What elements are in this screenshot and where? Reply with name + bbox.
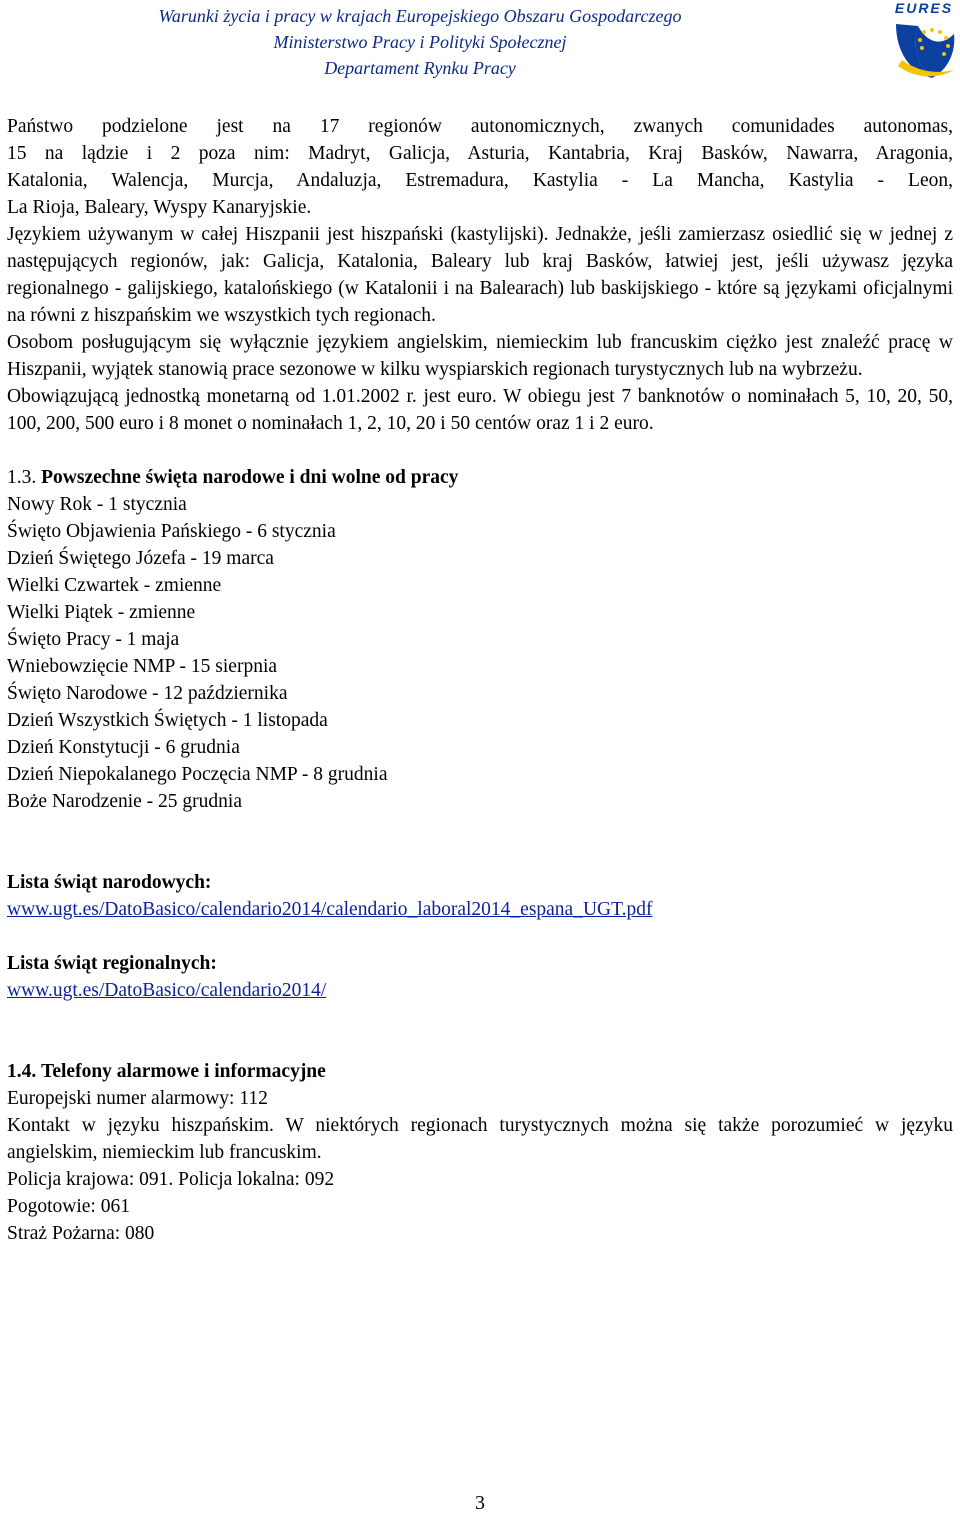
document-body [7,113,953,1247]
currency-paragraph: Obowiązującą jednostką monetarną od 1.01.2002 r. jest euro. W obiegu jest 7 banknotów o nominałach 5, 10, 20, 50, 100, 200, 500 euro i 8 monet o nominałach 1, 2, 10, 20 i 50 centów oraz 1 i 2 euro. [7,386,953,434]
list-item: Dzień Świętego Józefa - 19 marca [7,548,274,569]
eures-logo-text: EURES [894,0,954,16]
eures-logo [888,0,960,80]
list-item: Wielki Czwartek - zmienne [7,575,222,596]
list-item: Święto Pracy - 1 maja [7,629,180,650]
list-item: Wielki Piątek - zmienne [7,602,196,623]
regional-holidays-link[interactable]: www.ugt.es/DatoBasico/calendario2014/ [7,980,327,1001]
list-item: Nowy Rok - 1 stycznia [7,494,187,515]
list-item: Święto Narodowe - 12 października [7,683,288,704]
national-holidays-link[interactable]: www.ugt.es/DatoBasico/calendario2014/calendario_laboral2014_espana_UGT.pdf [7,899,653,920]
section-title: Powszechne święta narodowe i dni wolne od pracy [41,467,459,488]
emergency-number: Europejski numer alarmowy: 112 [7,1088,268,1109]
page-header [0,0,960,80]
page-number: 3 [475,1492,485,1514]
intro-line-2: 15 na lądzie i 2 poza nim: Madryt, Galicja, Asturia, Kantabria, Kraj Basków, Nawarra, Aragonia, [7,143,953,164]
police-numbers: Policja krajowa: 091. Policja lokalna: 092 [7,1169,335,1190]
header-line-3: Departament Rynku Pracy [324,58,516,78]
employment-paragraph: Osobom posługującym się wyłącznie językiem angielskim, niemieckim lub francuskim ciężko jest znaleźć pracę w Hiszpanii, wyjątek stanowią prace sezonowe w kilku wyspiarskich regionach turystycznych lub na wybrzeżu. [7,332,953,380]
list-item: Dzień Niepokalanego Poczęcia NMP - 8 grudnia [7,764,388,785]
section-heading-1-4 [7,1058,953,1085]
list-item: Święto Objawienia Pańskiego - 6 stycznia [7,521,336,542]
eures-emblem-icon [888,0,960,80]
list-item: Wniebowzięcie NMP - 15 sierpnia [7,656,278,677]
regional-holidays-label: Lista świąt regionalnych: [7,953,217,974]
section-title: Telefony alarmowe i informacyjne [41,1061,326,1082]
language-paragraph: Językiem używanym w całej Hiszpanii jest hiszpański (kastylijski). Jednakże, jeśli zamierzasz osiedlić się w jednej z następujących regionów, jak: Galicja, Katalonia, Baleary lub kraj Basków, łatwiej jest, jeśli używasz języka regionalnego - galijskiego, katalońskiego (w Katalonii i na Balearach) lub baskijskiego - które są językami oficjalnymi na równi z hiszpańskim we wszystkich tych regionach. [7,224,953,326]
intro-line-4: La Rioja, Baleary, Wyspy Kanaryjskie. [7,197,312,218]
list-item: Dzień Konstytucji - 6 grudnia [7,737,240,758]
header-line-1: Warunki życia i pracy w krajach Europejskiego Obszaru Gospodarczego [158,6,682,26]
fire-brigade-number: Straż Pożarna: 080 [7,1223,155,1244]
header-text [40,3,800,81]
list-item: Boże Narodzenie - 25 grudnia [7,791,242,812]
header-line-2: Ministerstwo Pracy i Polityki Społecznej [273,32,567,52]
list-item: Dzień Wszystkich Świętych - 1 listopada [7,710,328,731]
national-holidays-label: Lista świąt narodowych: [7,872,212,893]
intro-line-3: Katalonia, Walencja, Murcja, Andaluzja, Estremadura, Kastylia - La Mancha, Kastylia - Leon, [7,170,953,191]
section-number: 1.4. [7,1061,37,1082]
intro-line-1: Państwo podzielone jest na 17 regionów autonomicznych, zwanych comunidades autonomas, [7,116,953,137]
contact-language-note: Kontakt w języku hiszpańskim. W niektórych regionach turystycznych można się także porozumieć w języku angielskim, niemieckim lub francuskim. [7,1115,953,1163]
holiday-list [7,491,953,815]
ambulance-number: Pogotowie: 061 [7,1196,130,1217]
section-number: 1.3. [7,467,37,488]
section-heading-1-3 [7,464,953,491]
